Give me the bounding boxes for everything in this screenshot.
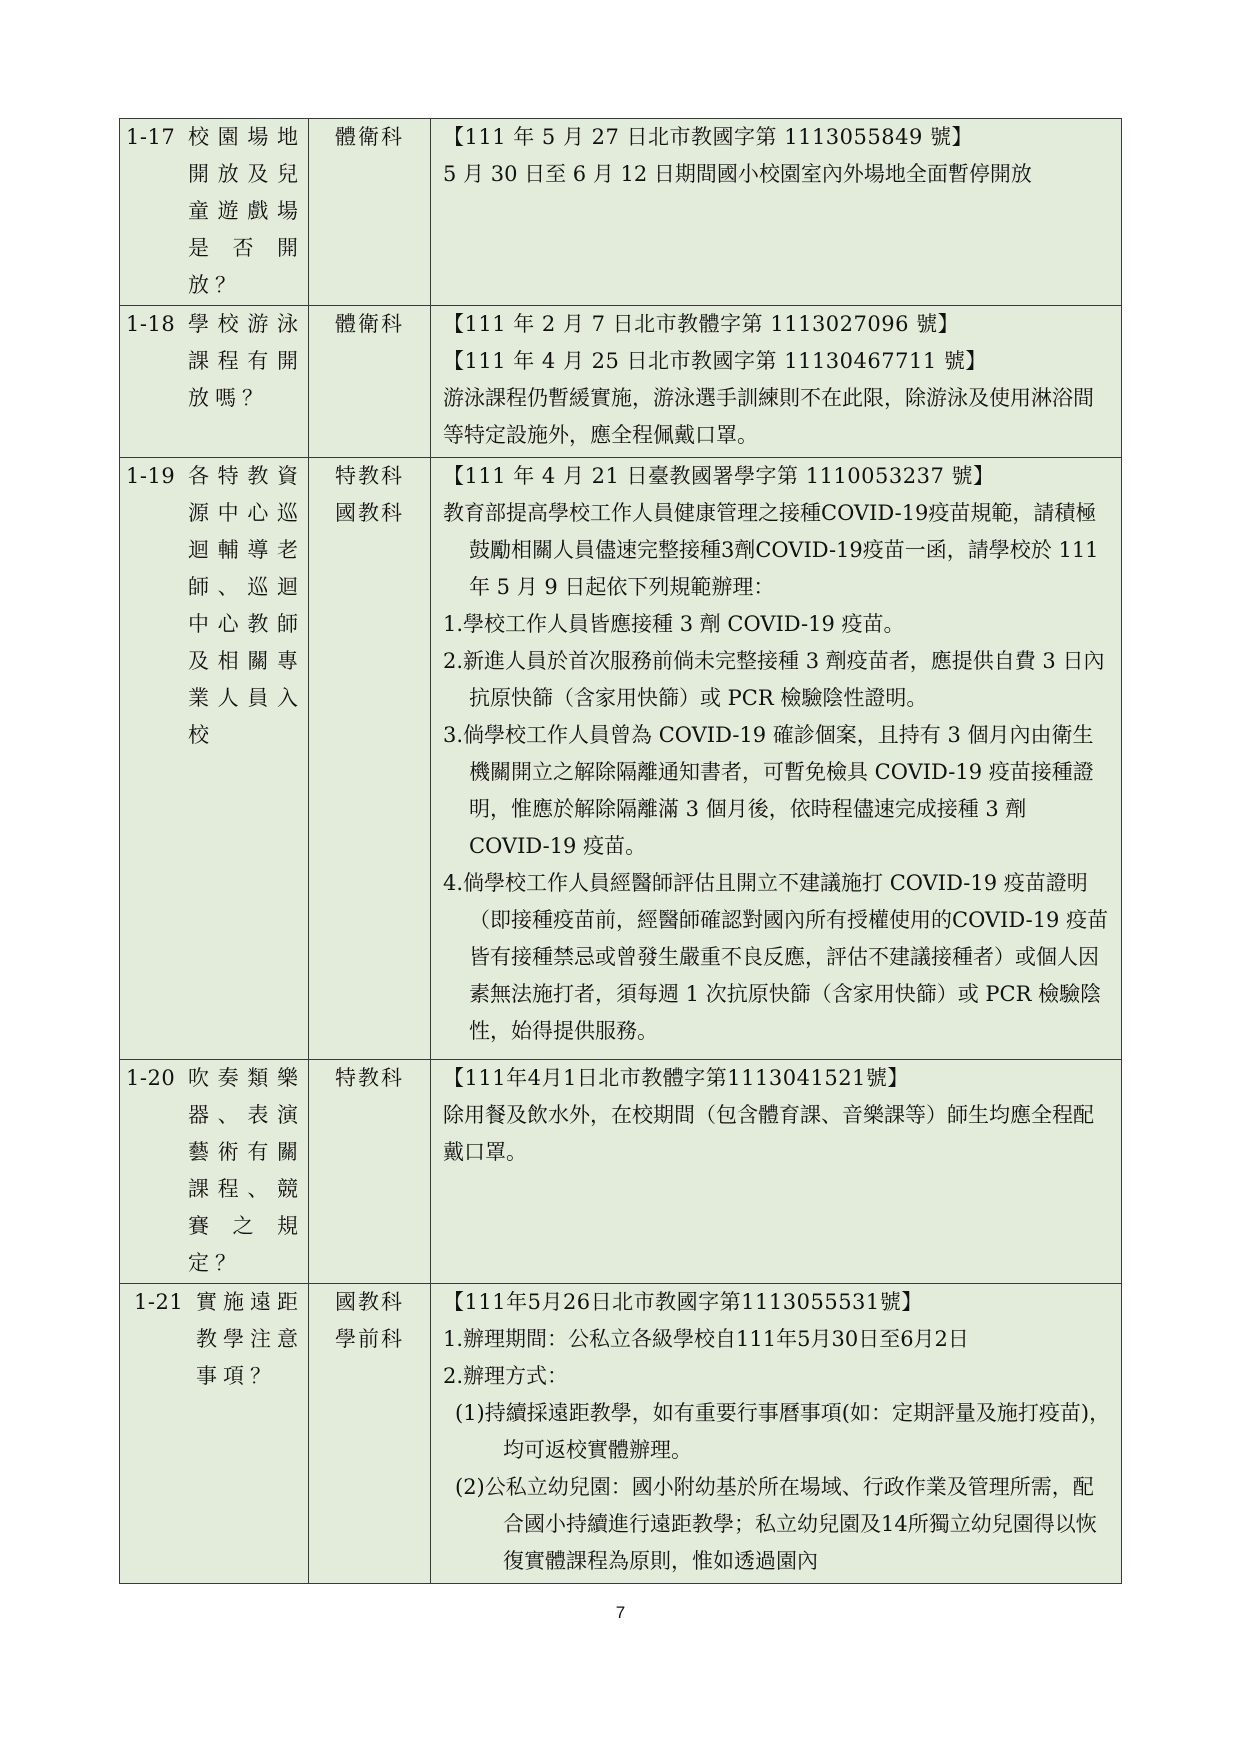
answer-text: 游泳課程仍暫緩實施，游泳選手訓練則不在此限，除游泳及使用淋浴間等特定設施外，應全程佩戴口罩。 (443, 386, 1094, 447)
faq-table (119, 118, 1122, 1584)
answer-item: 2.新進人員於首次服務前倘未完整接種 3 劑疫苗者，應提供自費 3 日內抗原快篩（含家用快篩）或 PCR 檢驗陰性證明。 (443, 649, 1105, 710)
answer-text: 除用餐及飲水外，在校期間（包含體育課、音樂課等）師生均應全程配戴口罩。 (443, 1103, 1094, 1164)
document-reference: 【111年5月26日北市教國字第1113055531號】 (443, 1290, 923, 1314)
answer-cell (431, 458, 1122, 1060)
question-cell (120, 306, 309, 458)
department-cell (309, 1060, 431, 1284)
answer-text: 教育部提高學校工作人員健康管理之接種COVID-19疫苗規範，請積極鼓勵相關人員儘速完整接種3劑COVID-19疫苗一函，請學校於 111 年 5 月 9 日起依下列規範辦理： (443, 501, 1099, 599)
table-row (120, 119, 1122, 306)
document-reference: 【111 年 2 月 7 日北市教體字第 1113027096 號】 (443, 312, 960, 336)
answer-item: 1.學校工作人員皆應接種 3 劑 COVID-19 疫苗。 (443, 612, 905, 636)
answer-item: 1.辦理期間：公私立各級學校自111年5月30日至6月2日 (443, 1327, 969, 1351)
question-text: 校園場地開放及兒童遊戲場是否開放？ (188, 125, 304, 297)
document-reference: 【111 年 4 月 25 日北市教國字第 11130467711 號】 (443, 349, 987, 373)
answer-cell (431, 1284, 1122, 1584)
department-label: 體衛科 (335, 125, 404, 149)
table-row (120, 1284, 1122, 1584)
answer-item: 4.倘學校工作人員經醫師評估且開立不建議施打 COVID-19 疫苗證明（即接種疫苗前，經醫師確認對國內所有授權使用的COVID-19 疫苗皆有接種禁忌或曾發生嚴重不良反應，評估不建議接種者）或個人因素無法施打者，須每週 1 次抗原快篩（含家用快篩）或 PCR 檢驗陰性，始得提供服務。 (443, 871, 1109, 1043)
department-label: 體衛科 (335, 312, 404, 336)
department-cell (309, 1284, 431, 1584)
document-reference: 【111年4月1日北市教體字第1113041521號】 (443, 1066, 909, 1090)
page-number: 7 (615, 1603, 626, 1622)
question-text: 實施遠距教學注意事項？ (196, 1290, 304, 1388)
answer-text: 5 月 30 日至 6 月 12 日期間國小校園室內外場地全面暫停開放 (443, 162, 1032, 186)
department-cell (309, 306, 431, 458)
question-number: 1-18 (126, 312, 176, 336)
document-reference: 【111 年 4 月 21 日臺教國署學字第 1110053237 號】 (443, 464, 995, 488)
table-row (120, 458, 1122, 1060)
table-row (120, 306, 1122, 458)
question-cell (120, 458, 309, 1060)
question-text: 學校游泳課程有開放嗎？ (188, 312, 304, 410)
answer-cell (431, 1060, 1122, 1284)
answer-cell (431, 119, 1122, 306)
answer-item: 3.倘學校工作人員曾為 COVID-19 確診個案，且持有 3 個月內由衛生機關開立之解除隔離通知書者，可暫免檢具 COVID-19 疫苗接種證明，惟應於解除隔離滿 3 個月後，依時程儘速完成接種 3 劑 COVID-19 疫苗。 (443, 723, 1094, 858)
question-number: 1-20 (126, 1066, 176, 1090)
question-text: 吹奏類樂器、表演藝術有關課程、競賽之規定？ (188, 1066, 304, 1275)
department-label: 學前科 (335, 1327, 404, 1351)
department-cell (309, 458, 431, 1060)
question-cell (120, 1060, 309, 1284)
question-number: 1-21 (134, 1290, 184, 1314)
department-label: 國教科 (335, 501, 404, 525)
answer-cell (431, 306, 1122, 458)
answer-subitem: (2)公私立幼兒園：國小附幼基於所在場域、行政作業及管理所需，配合國小持續進行遠距教學；私立幼兒園及14所獨立幼兒園得以恢復實體課程為原則，惟如透過園內 (455, 1475, 1097, 1573)
question-text: 各特教資源中心巡迴輔導老師、巡迴中心教師及相關專業人員入校 (188, 464, 304, 747)
answer-item: 2.辦理方式： (443, 1364, 569, 1388)
question-number: 1-17 (126, 125, 176, 149)
department-cell (309, 119, 431, 306)
question-number: 1-19 (126, 464, 176, 488)
department-label: 國教科 (335, 1290, 404, 1314)
department-label: 特教科 (335, 464, 404, 488)
question-cell (120, 1284, 309, 1584)
department-label: 特教科 (335, 1066, 404, 1090)
document-reference: 【111 年 5 月 27 日北市教國字第 1113055849 號】 (443, 125, 973, 149)
table-row (120, 1060, 1122, 1284)
answer-subitem: (1)持續採遠距教學，如有重要行事曆事項(如：定期評量及施打疫苗)，均可返校實體辦理。 (455, 1401, 1111, 1462)
question-cell (120, 119, 309, 306)
